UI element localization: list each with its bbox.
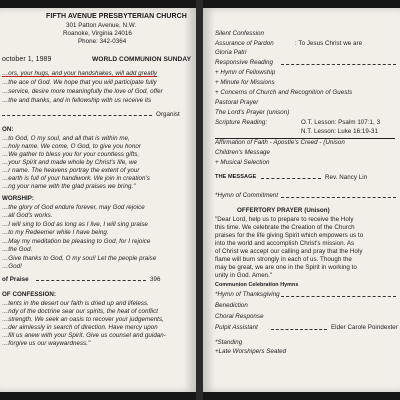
hymn-of-praise-number: 396 (150, 276, 161, 283)
confession-line: …fill us anew with your Spirit. Give us counsel and guidan- (2, 332, 166, 339)
choral-response: Choral Response (215, 313, 264, 320)
offertory-line: of Christ we accept our calling and pray that the Holy (215, 248, 363, 255)
message-dotted-leader (261, 178, 321, 179)
invocation-line: …ng your name with the glad praises we bring." (2, 183, 136, 190)
order-item: Gloria Patri (215, 49, 247, 56)
offertory-line: unity in God. Amen." (215, 272, 273, 279)
invocation-line: …to God, O my soul, and all that is within me, (2, 135, 130, 142)
worship-line: …Give thanks to God, O my soul! Let the people praise (2, 255, 157, 262)
church-name: FIFTH AVENUE PRESBYTERIAN CHURCH (46, 13, 187, 20)
nt-lesson: N.T. Lesson: Luke 16:19-31 (301, 128, 378, 135)
thanksgiving-dotted-leader (281, 296, 396, 297)
confession-line: …forgive us our waywardness." (2, 340, 91, 347)
organist-dotted-leader (2, 115, 152, 116)
offertory-line: "Dear Lord, help us to prepare to receive the Holy (215, 216, 354, 223)
church-phone: Phone: 342-0364 (78, 38, 127, 45)
invocation-line: …r name. The heavens portray the extent of your (2, 167, 140, 174)
hymn-of-thanksgiving: *Hymn of Thanksgiving (215, 291, 280, 298)
benediction: Benediction (215, 302, 248, 309)
left-page (0, 8, 196, 392)
pulpit-dotted-leader (271, 329, 327, 330)
ot-lesson: O.T. Lesson: Psalm 107:1, 3 (301, 119, 381, 126)
reading-dotted-leader (281, 64, 396, 65)
assurance-response: : To Jesus Christ we are (295, 40, 363, 47)
confession-heading: OF CONFESSION: (2, 291, 56, 298)
order-item: The Lord's Prayer (unison) (215, 109, 290, 116)
message-label: THE MESSAGE (215, 174, 257, 180)
order-item: + Minute for Missions (215, 79, 275, 86)
affirmation-of-faith: Affirmation of Faith - Apostle's Creed - (Unison (215, 139, 345, 146)
scripture-label: Scripture Reading: (215, 119, 268, 126)
worship-line: …May my meditation be pleasing to God, for I rejoice (2, 238, 151, 245)
worship-line: …God! (2, 263, 22, 270)
worship-line: …the God. (2, 246, 33, 253)
welcome-line: …the and thanks, and in fellowship with us receive its (2, 97, 152, 104)
standing-note: *Standing (215, 339, 243, 346)
organist-label: Organist (156, 111, 180, 118)
welcome-line: …ors, your hugs, and your handshakes, will add greatly (2, 70, 158, 77)
order-item: Assurance of Pardon (215, 40, 274, 47)
offertory-line: this time. We celebrate the Creation of the Church (215, 224, 355, 231)
invocation-line: …holy name. We come, O God, to give you honor (2, 143, 142, 150)
order-item: Silent Confession (215, 30, 265, 37)
invocation-line: …your Spirit and made whole by Christ's life, we (2, 159, 137, 166)
pulpit-assistant-label: Pulpit Assistant (215, 324, 258, 331)
latecomers-note: +Late Worshipers Seated (215, 348, 287, 355)
invocation-heading: ON: (2, 126, 14, 133)
order-item: Responsive Reading (215, 59, 273, 66)
church-address-1: 301 Patton Avenue, N.W. (66, 22, 137, 29)
pulpit-assistant-name: Elder Carole Poindexter (331, 324, 398, 331)
worship-line: …all God's works. (2, 212, 53, 219)
commitment-dotted-leader (281, 197, 396, 198)
musical-selection: + Musical Selection (215, 159, 270, 166)
sunday-title: WORLD COMMUNION SUNDAY (92, 56, 192, 63)
confession-line: …der aimlessly in search of direction. Have mercy upon (2, 324, 158, 331)
order-item: + Hymn of Fellowship (215, 69, 276, 76)
binding-gutter (196, 0, 203, 400)
welcome-line: …the ace of God. We hope that you will participate fully (2, 79, 157, 86)
hymn-of-commitment: *Hymn of Commitment (215, 192, 279, 199)
offertory-title: OFFERTORY PRAYER (Unison) (237, 207, 330, 214)
hymn-of-praise-label: of Praise (2, 276, 29, 283)
order-item: + Concerns of Church and Recognition of Guests (215, 89, 353, 96)
confession-line: …tents in the desert our faith is dried up and lifeless. (2, 300, 149, 307)
order-item: Pastoral Prayer (215, 99, 259, 106)
hymn-dotted-leader (36, 280, 146, 281)
invocation-line: …earth is full of your handiwork. We join in creation's (2, 175, 150, 182)
offertory-line: into the world and accomplish Christ's mission. As (215, 240, 355, 247)
confession-line: …ndy of the doctrine sear our spirits, the heat of conflict (2, 308, 158, 315)
worship-line: …to my Redeemer while I have being. (2, 229, 109, 236)
communion-celebration: Communion Celebration Hymns (215, 282, 299, 288)
right-page (203, 8, 400, 392)
offertory-line: flame will burn strongly in each of us. Though the (215, 256, 352, 263)
offertory-line: praises for the life giving Spirit which empowers us to (215, 232, 364, 239)
message-speaker: Rev. Nancy Lin (325, 174, 368, 181)
offertory-line: may be great, we are one in the Spirit in working to (215, 264, 357, 271)
welcome-line: …service, desire more meaningfully the love of God, offer (2, 88, 163, 95)
church-address-2: Roanoke, Virginia 24016 (63, 30, 132, 37)
worship-line: …the glory of God endure forever, may God rejoice (2, 204, 145, 211)
call-to-worship-heading: WORSHIP: (2, 195, 35, 202)
childrens-message: Children's Message (215, 149, 271, 156)
service-date: october 1, 1989 (2, 56, 52, 63)
worship-line: …I will sing to God as long as I live, I will sing praise (2, 221, 148, 228)
invocation-line: …We gather to bless you for your countless gifts, (2, 151, 140, 158)
confession-line: …strength. We seek an oasis to recover your judgements, (2, 316, 164, 323)
